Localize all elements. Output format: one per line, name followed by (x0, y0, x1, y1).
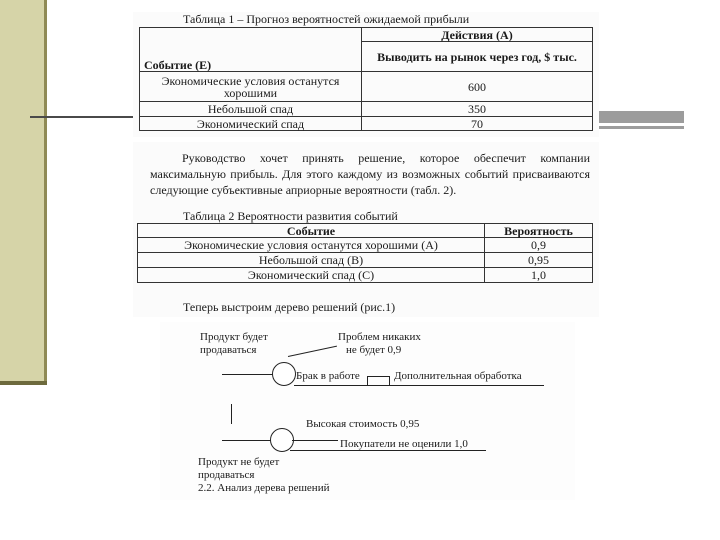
table2-prob: 0,95 (485, 253, 593, 268)
table-row (140, 117, 593, 131)
table2-header-event: Событие (138, 224, 485, 238)
table2-prob: 1,0 (485, 268, 593, 283)
tree-branch-line (294, 385, 544, 386)
table1-value: 70 (362, 117, 593, 131)
tree-label-defect: Брак в работе (296, 370, 360, 382)
tree-label-no-problems-line2: не будет 0,9 (346, 344, 402, 356)
tree-label-not-sells (198, 456, 329, 495)
table-row (138, 268, 593, 283)
table1-header-option: Выводить на рынок через год, $ тыс. (362, 42, 593, 72)
table1-value: 600 (362, 72, 593, 102)
tree-chance-node (272, 362, 296, 386)
tree-label-no-problems (338, 331, 421, 357)
tree-label-not-sells-line2: продаваться (198, 469, 255, 481)
table-row (140, 102, 593, 117)
table1-event: Небольшой спад (140, 102, 362, 117)
table1-header-event: Событие (Е) (140, 42, 362, 72)
tree-branch-line (222, 374, 274, 375)
table2-prob: 0,9 (485, 238, 593, 253)
tree-intro: Теперь выстроим дерево решений (рис.1) (183, 300, 396, 314)
title-rule-right-thin (598, 126, 684, 129)
tree-branch-line (231, 404, 232, 424)
table2 (137, 223, 593, 283)
tree-chance-node (270, 428, 294, 452)
tree-label-high-cost: Высокая стоимость 0,95 (306, 418, 420, 430)
intro-paragraph: Руководство хочет принять решение, которое обеспечит компании максимальную прибыль. Для этого каждому из возможных событий присваиваются следующие субъективные априорные вероятности (табл. 2). (150, 151, 590, 197)
sidebar-bottom-bar (0, 381, 47, 385)
tree-branch-line (367, 376, 389, 377)
table2-header-prob: Вероятность (485, 224, 593, 238)
table2-event: Экономический спад (С) (138, 268, 485, 283)
table-row (140, 72, 593, 102)
title-rule-right (598, 111, 684, 123)
tree-branch-line (292, 440, 338, 441)
tree-label-sells-line2: продаваться (200, 344, 257, 356)
table-row (138, 238, 593, 253)
sidebar-decoration (0, 0, 44, 385)
table2-event: Экономические условия останутся хорошими (А) (138, 238, 485, 253)
tree-branch-line (222, 440, 272, 441)
table2-caption: Таблица 2 Вероятности развития событий (183, 209, 398, 223)
title-rule-left (30, 116, 140, 118)
table1-value: 350 (362, 102, 593, 117)
tree-label-buyers: Покупатели не оценили 1,0 (340, 438, 468, 450)
sidebar-edge (44, 0, 47, 385)
tree-branch-line (389, 376, 390, 386)
tree-branch-line (367, 376, 368, 386)
tree-label-sells-line1: Продукт будет (200, 331, 268, 343)
tree-label-no-problems-line1: Проблем никаких (338, 331, 421, 343)
tree-label-sells (200, 331, 268, 357)
table1-header-actions: Действия (А) (362, 28, 593, 42)
tree-label-extra: Дополнительная обработка (394, 370, 522, 382)
table-row (138, 253, 593, 268)
table1 (139, 27, 593, 131)
table1-event: Экономические условия останутся хорошими (140, 72, 362, 102)
table1-empty-cell (140, 28, 362, 42)
table1-caption: Таблица 1 – Прогноз вероятностей ожидаемой прибыли (183, 12, 470, 26)
table2-event: Небольшой спад (В) (138, 253, 485, 268)
figure-caption: 2.2. Анализ дерева решений (198, 482, 330, 494)
tree-label-not-sells-line1: Продукт не будет (198, 456, 280, 468)
table1-event: Экономический спад (140, 117, 362, 131)
